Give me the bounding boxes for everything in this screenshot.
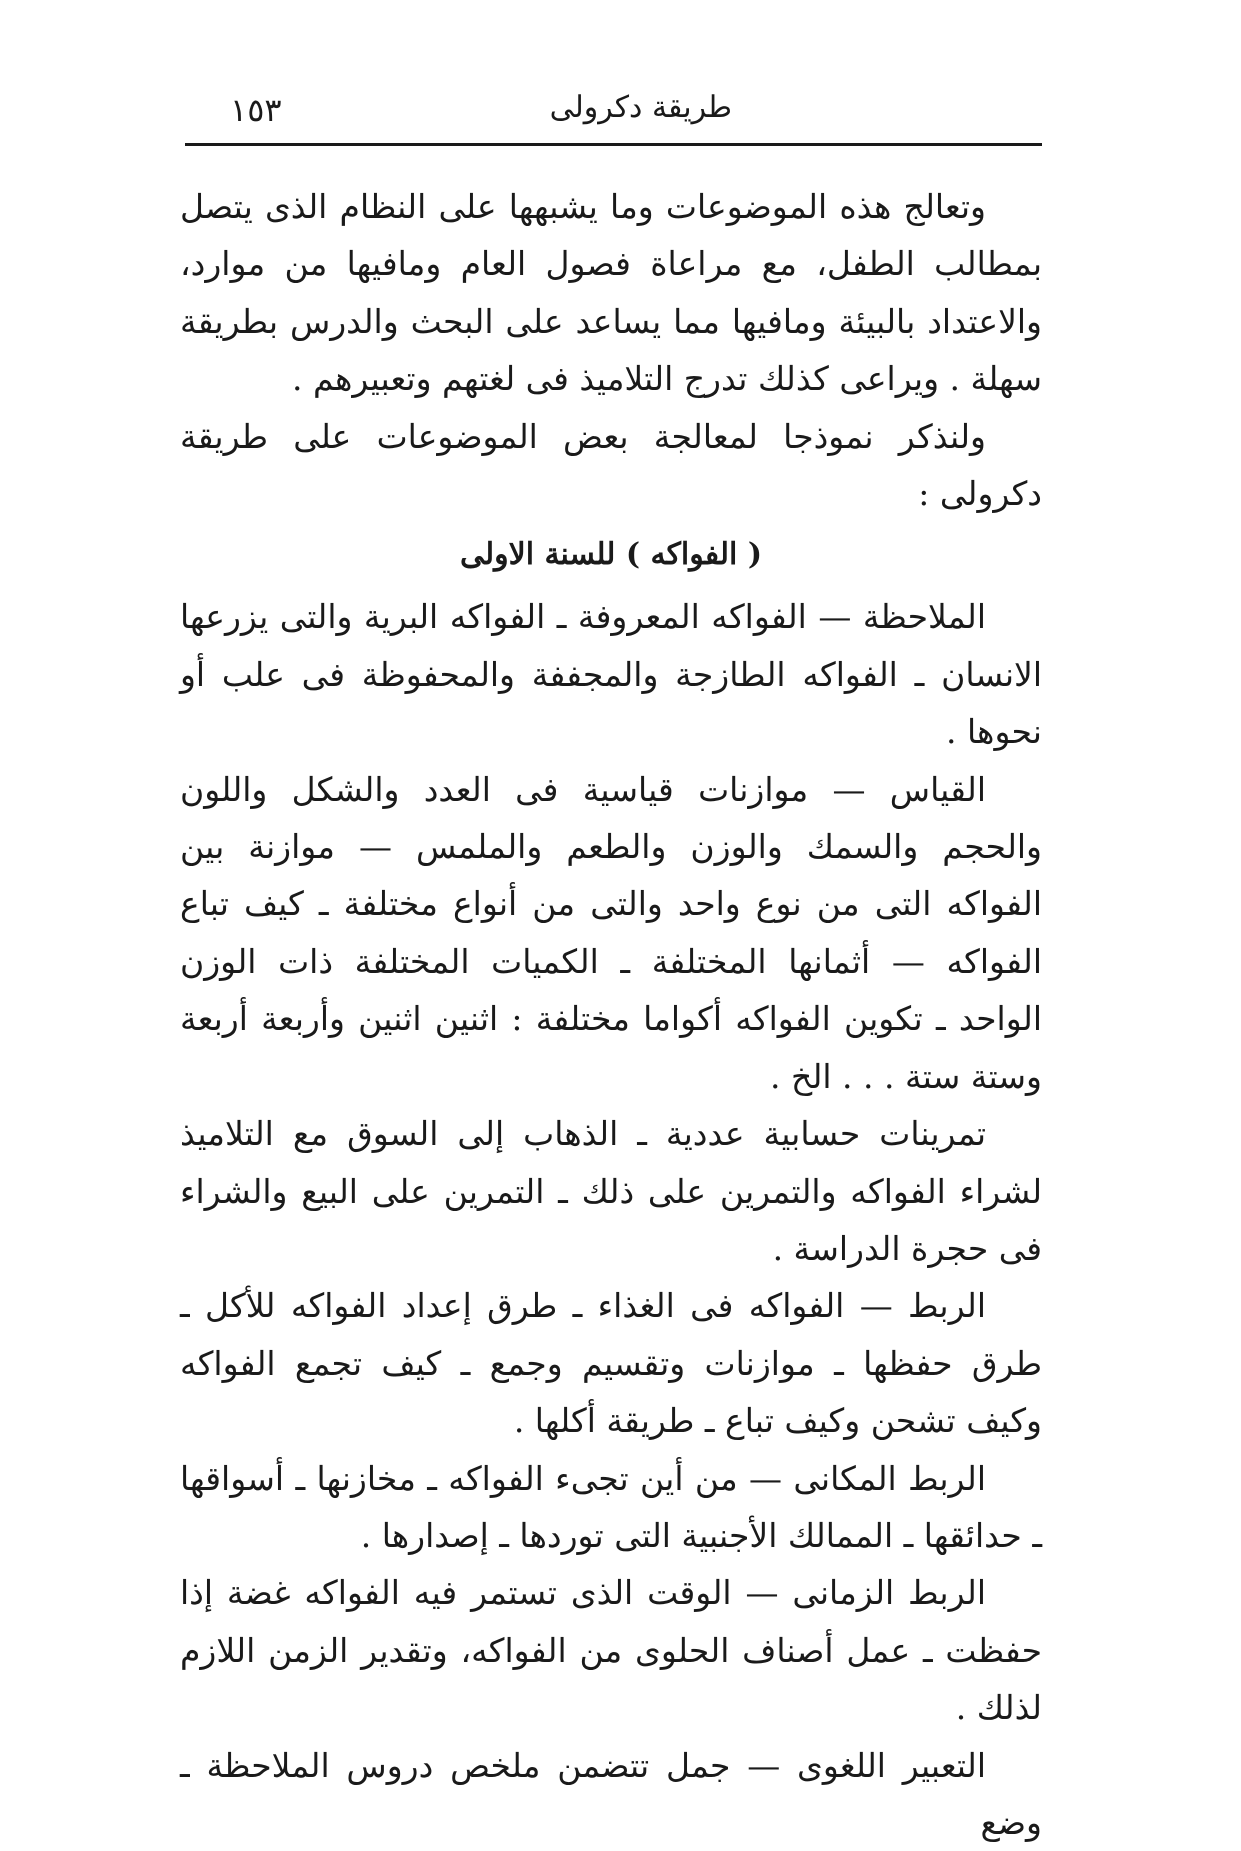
running-header xyxy=(190,82,1042,142)
item-linguistic-expression: التعبير اللغوى — جمل تتضمن ملخص دروس الملاحظة ـ وضع xyxy=(180,1745,1042,1842)
section-heading: ( الفواكه ) للسنة الاولى xyxy=(459,537,763,573)
item-connection: الربط — الفواكه فى الغذاء ـ طرق إعداد الفواكه للأكل ـ طرق حفظها ـ موازنات وتقسيم وجمع ـ كيف تجمع الفواكه وكيف تشحن وكيف تباع ـ طريقة أكلها . xyxy=(180,1286,1042,1441)
body-text xyxy=(180,178,1042,1851)
intro-paragraph: وتعالج هذه الموضوعات وما يشبهها على النظام الذى يتصل بمطالب الطفل، مع مراعاة فصول العام ومافيها من موارد، والاعتداد بالبيئة ومافيها مما يساعد على البحث والدرس بطريقة سهلة . ويراعى كذلك تدرج التلاميذ فى لغتهم وتعبيرهم . xyxy=(180,187,1042,399)
item-spatial-connection: الربط المكانى — من أين تجىء الفواكه ـ مخازنها ـ أسواقها ـ حدائقها ـ الممالك الأجنبية التى توردها ـ إصدارها . xyxy=(180,1458,1042,1555)
item-measurement: القياس — موازنات قياسية فى العدد والشكل واللون والحجم والسمك والوزن والطعم والملمس — موازنة بين الفواكه التى من نوع واحد والتى من أنواع مختلفة ـ كيف تباع الفواكه — أثمانها المختلفة ـ الكميات المختلفة ذات الوزن الواحد ـ تكوين الفواكه أكواما مختلفة : اثنين اثنين وأربعة أربعة وستة ستة . . . الخ . xyxy=(180,769,1042,1096)
page-number: ١٥٣ xyxy=(230,91,282,129)
item-observation: الملاحظة — الفواكه المعروفة ـ الفواكه البرية والتى يزرعها الانسان ـ الفواكه الطازجة والمجففة والمحفوظة فى علب أو نحوها . xyxy=(180,597,1042,752)
item-temporal-connection: الربط الزمانى — الوقت الذى تستمر فيه الفواكه غضة إذا حفظت ـ عمل أصناف الحلوى من الفواكه، وتقدير الزمن اللازم لذلك . xyxy=(180,1573,1042,1728)
header-rule xyxy=(185,143,1042,146)
intro-paragraph: ولنذكر نموذجا لمعالجة بعض الموضوعات على طريقة دكرولى : xyxy=(180,416,1042,514)
header-title: طريقة دكرولى xyxy=(549,90,732,125)
item-arithmetic-exercises: تمرينات حسابية عددية ـ الذهاب إلى السوق مع التلاميذ لشراء الفواكه والتمرين على ذلك ـ التمرين على البيع والشراء فى حجرة الدراسة . xyxy=(180,1114,1042,1268)
